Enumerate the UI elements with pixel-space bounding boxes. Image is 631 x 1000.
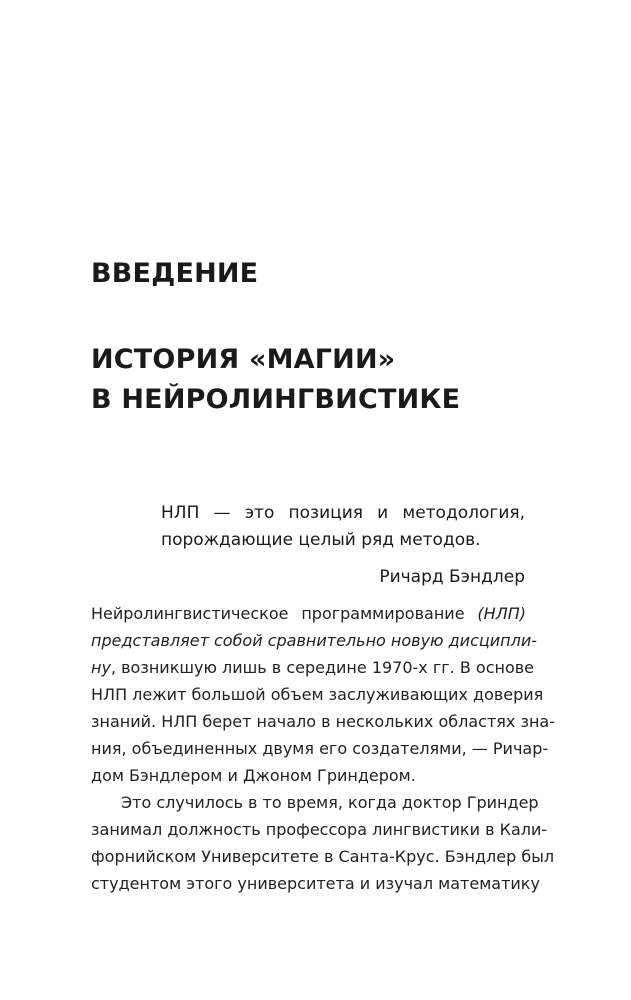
epigraph-quote <box>161 500 525 554</box>
paragraph-line <box>91 654 535 681</box>
epigraph-author: Ричард Бэндлер <box>379 567 525 587</box>
paragraph-line: Это случилось в то время, когда доктор Гриндер <box>121 793 539 812</box>
chapter-title-line: В НЕЙРОЛИНГВИСТИКЕ <box>91 384 461 415</box>
paragraph-line: занимал должность профессора лингвистики в Кали- <box>91 820 548 839</box>
paragraph-line: дом Бэндлером и Джоном Гриндером. <box>91 766 416 785</box>
paragraph-line: НЛП лежит большой объем заслуживающих доверия <box>91 685 544 704</box>
body-text <box>91 600 555 897</box>
paragraph-line: ния, объединенных двумя его создателями, — Ричар- <box>91 739 549 758</box>
text-run: , возникшую лишь в середине 1970-х гг. В основе <box>110 658 535 677</box>
paragraph-line: студентом этого университета и изучал математику <box>91 874 540 893</box>
paragraph-line: форнийском Университете в Санта-Крус. Бэндлер был <box>91 847 555 866</box>
epigraph-line: НЛП — это позиция и методология, <box>161 503 525 523</box>
epigraph-line: порождающие целый ряд методов. <box>161 530 481 550</box>
epigraph <box>161 500 525 588</box>
emphasized-text: (НЛП) <box>477 604 526 623</box>
chapter-title-line: ИСТОРИЯ «МАГИИ» <box>91 344 396 375</box>
emphasized-text: представляет собой сравнительно новую дисципли- <box>91 631 538 650</box>
section-title: ВВЕДЕНИЕ <box>91 258 259 289</box>
paragraph-line: знаний. НЛП берет начало в нескольких областях зна- <box>91 712 555 731</box>
emphasized-text: ну <box>91 658 111 677</box>
text-run: Нейролингвистическое программирование <box>91 604 478 623</box>
paragraph-line <box>91 600 526 627</box>
chapter-title <box>91 340 460 420</box>
